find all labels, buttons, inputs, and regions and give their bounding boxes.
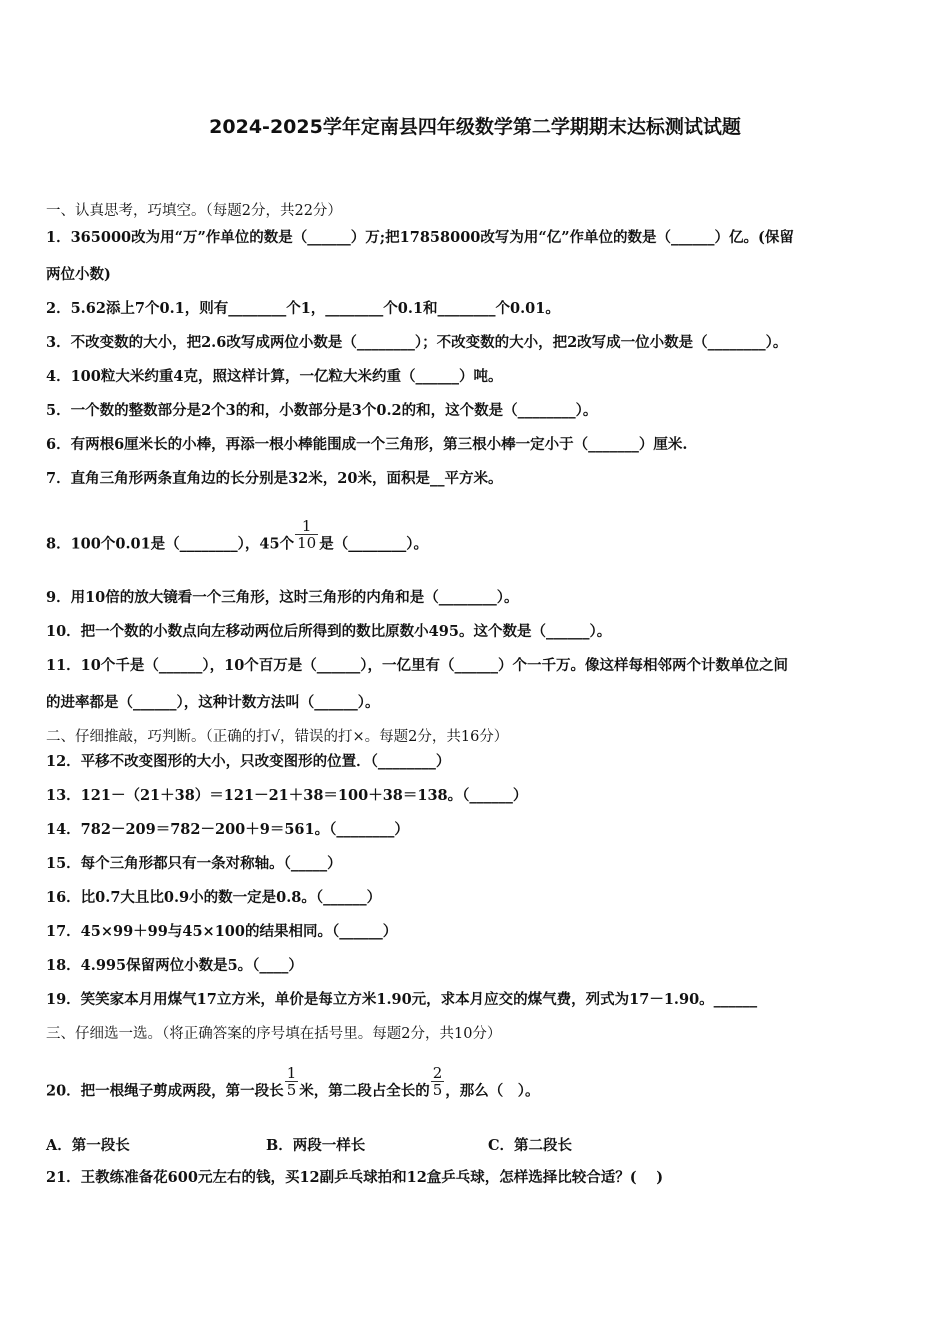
question-20-text-mid: 米，第二段占全长的 — [299, 1082, 430, 1100]
question-13: 13．121－（21＋38）＝121－21＋38＝100＋38＝138。（______） — [46, 787, 528, 804]
question-20 — [46, 1064, 540, 1108]
question-20-text-end: ，那么（ ）。 — [445, 1082, 540, 1100]
question-2: 2．5.62添上7个0.1，则有________个1，________个0.1和________个0.01。 — [46, 300, 560, 317]
fraction-denominator: 10 — [297, 534, 317, 552]
fraction-two-fifths — [431, 1065, 445, 1098]
question-8 — [46, 517, 428, 561]
section-heading-2: 二、仔细推敲，巧判断。（正确的打√，错误的打×。每题2分，共16分） — [46, 729, 509, 745]
option-c: C．第二段长 — [488, 1137, 573, 1154]
question-3: 3．不改变数的大小，把2.6改写成两位小数是（________）；不改变数的大小，把2改写成一位小数是（________）。 — [46, 334, 788, 351]
question-12: 12．平移不改变图形的大小，只改变图形的位置．（________） — [46, 753, 451, 770]
question-18: 18．4.995保留两位小数是5。（____） — [46, 957, 303, 974]
question-1-line-1: 1．365000改为用“万”作单位的数是（______）万;把17858000改写为用“亿”作单位的数是（______）亿。(保留 — [46, 229, 794, 246]
page-title: 2024-2025学年定南县四年级数学第二学期期末达标测试试题 — [209, 116, 741, 138]
fraction-numerator: 1 — [286, 1064, 297, 1082]
question-11-line-2: 的进率都是（______），这种计数方法叫（______）。 — [46, 694, 380, 711]
fraction-numerator: 2 — [432, 1064, 443, 1082]
question-10: 10．把一个数的小数点向左移动两位后所得到的数比原数小495。这个数是（______）。 — [46, 623, 612, 640]
question-11-line-1: 11．10个千是（______），10个百万是（______），一亿里有（______）个一千万。像这样每相邻两个计数单位之间 — [46, 657, 789, 674]
question-9: 9．用10倍的放大镜看一个三角形，这时三角形的内角和是（________）。 — [46, 589, 519, 606]
question-8-text-start: 8．100个0.01是（________），45个 — [46, 535, 295, 553]
question-19: 19．笑笑家本月用煤气17立方米，单价是每立方米1.90元，求本月应交的煤气费，列式为17－1.90。______ — [46, 991, 758, 1008]
question-16: 16．比0.7大且比0.9小的数一定是0.8。（______） — [46, 889, 382, 906]
option-b: B．两段一样长 — [266, 1137, 366, 1154]
fraction-denominator: 5 — [286, 1081, 297, 1099]
section-heading-3: 三、仔细选一选。（将正确答案的序号填在括号里。每题2分，共10分） — [46, 1026, 502, 1042]
question-4: 4．100粒大米约重4克，照这样计算，一亿粒大米约重（______）吨。 — [46, 368, 503, 385]
fraction-one-fifth — [285, 1065, 299, 1098]
question-8-text-end: 是（________）。 — [319, 535, 428, 553]
fraction-denominator: 5 — [432, 1081, 443, 1099]
option-a: A．第一段长 — [46, 1137, 130, 1154]
question-21: 21．王教练准备花600元左右的钱，买12副乒乓球拍和12盒乒乓球，怎样选择比较合适？( ) — [46, 1169, 664, 1186]
question-6: 6．有两根6厘米长的小棒，再添一根小棒能围成一个三角形，第三根小棒一定小于（_______）厘米. — [46, 436, 688, 453]
question-1-line-2: 两位小数) — [46, 266, 111, 283]
question-17: 17．45×99＋99与45×100的结果相同。（______） — [46, 923, 398, 940]
question-14: 14．782－209＝782－200＋9＝561。（________） — [46, 821, 409, 838]
question-5: 5．一个数的整数部分是2个3的和，小数部分是3个0.2的和，这个数是（________）。 — [46, 402, 598, 419]
question-7: 7．直角三角形两条直角边的长分别是32米，20米，面积是__平方米。 — [46, 470, 503, 487]
section-heading-1: 一、认真思考，巧填空。（每题2分，共22分） — [46, 203, 342, 219]
fraction-numerator: 1 — [295, 518, 318, 535]
fraction-one-tenth — [295, 518, 318, 551]
question-20-text-start: 20．把一根绳子剪成两段，第一段长 — [46, 1082, 284, 1100]
question-15: 15．每个三角形都只有一条对称轴。（_____） — [46, 855, 342, 872]
